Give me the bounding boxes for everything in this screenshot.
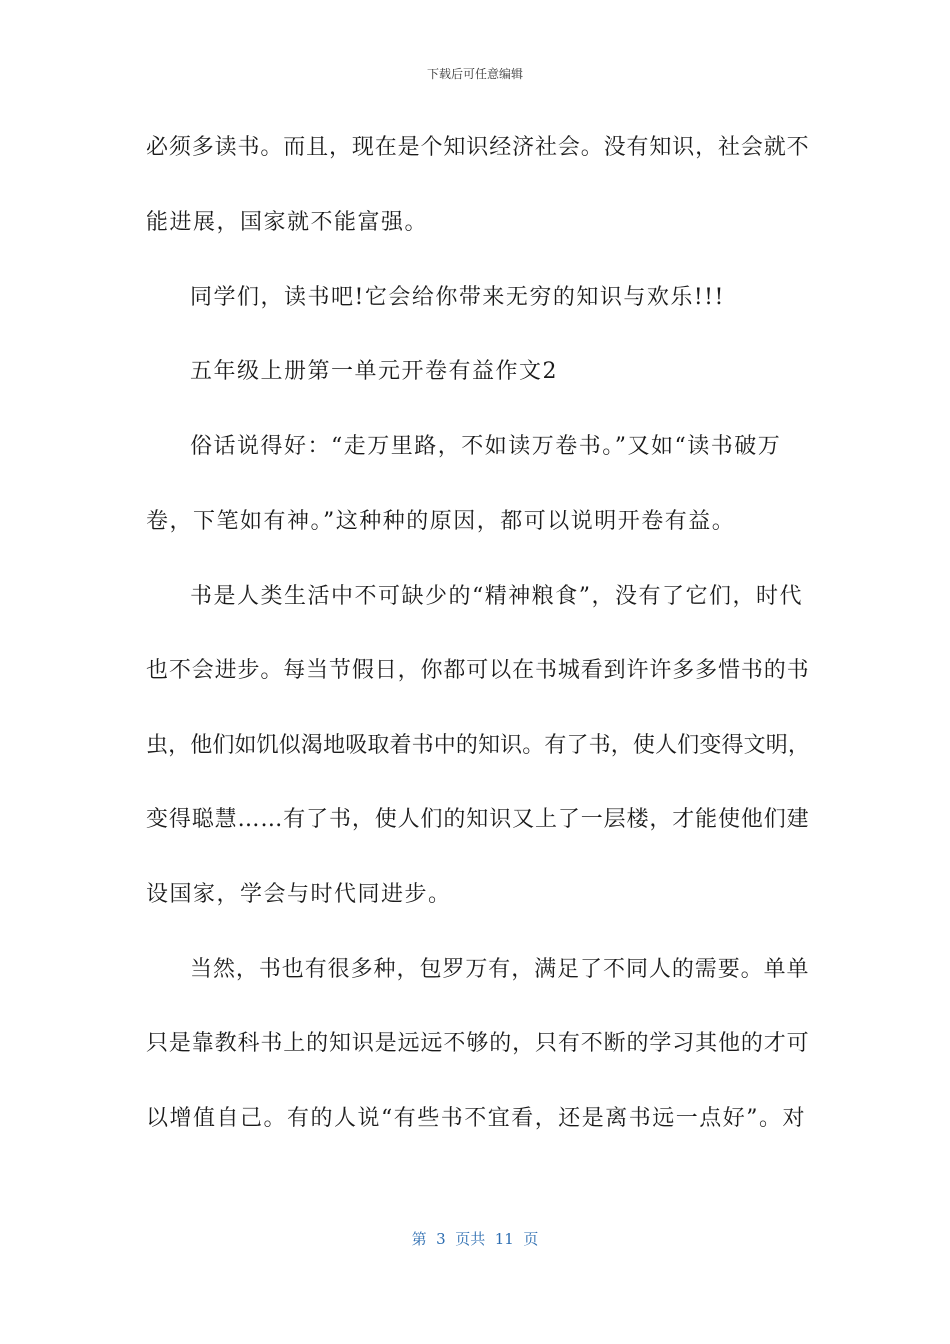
text-line: 同学们，读书吧!它会给你带来无穷的知识与欢乐!!! [190, 285, 725, 310]
text-line: 必须多读书。而且，现在是个知识经济社会。没有知识，社会就不 [146, 135, 810, 160]
text-line: 虫，他们如饥似渴地吸取着书中的知识。有了书，使人们变得文明， [146, 733, 811, 758]
text-line: 书是人类生活中不可缺少的“精神粮食”，没有了它们，时代 [190, 584, 803, 609]
text-line: 能进展，国家就不能富强。 [146, 210, 429, 235]
section-heading: 五年级上册第一单元开卷有益作文2 [190, 359, 558, 384]
text-line: 以增值自己。有的人说“有些书不宜看，还是离书远一点好”。对 [146, 1106, 806, 1131]
text-line: 卷，下笔如有神。”这种种的原因，都可以说明开卷有益。 [146, 509, 736, 534]
text-line: 变得聪慧……有了书，使人们的知识又上了一层楼，才能使他们建 [146, 807, 810, 832]
page-header: 下载后可任意编辑 [426, 67, 523, 81]
text-line: 俗话说得好：“走万里路，不如读万卷书。”又如“读书破万 [190, 434, 782, 459]
text-line: 设国家，学会与时代同进步。 [146, 882, 452, 907]
text-line: 只是靠教科书上的知识是远远不够的，只有不断的学习其他的才可 [146, 1031, 810, 1056]
text-line: 当然，书也有很多种，包罗万有，满足了不同人的需要。单单 [190, 957, 810, 982]
text-line: 也不会进步。每当节假日，你都可以在书城看到许许多多惜书的书 [146, 658, 810, 683]
page-number-footer: 第 3 页共 11 页 [411, 1230, 539, 1248]
